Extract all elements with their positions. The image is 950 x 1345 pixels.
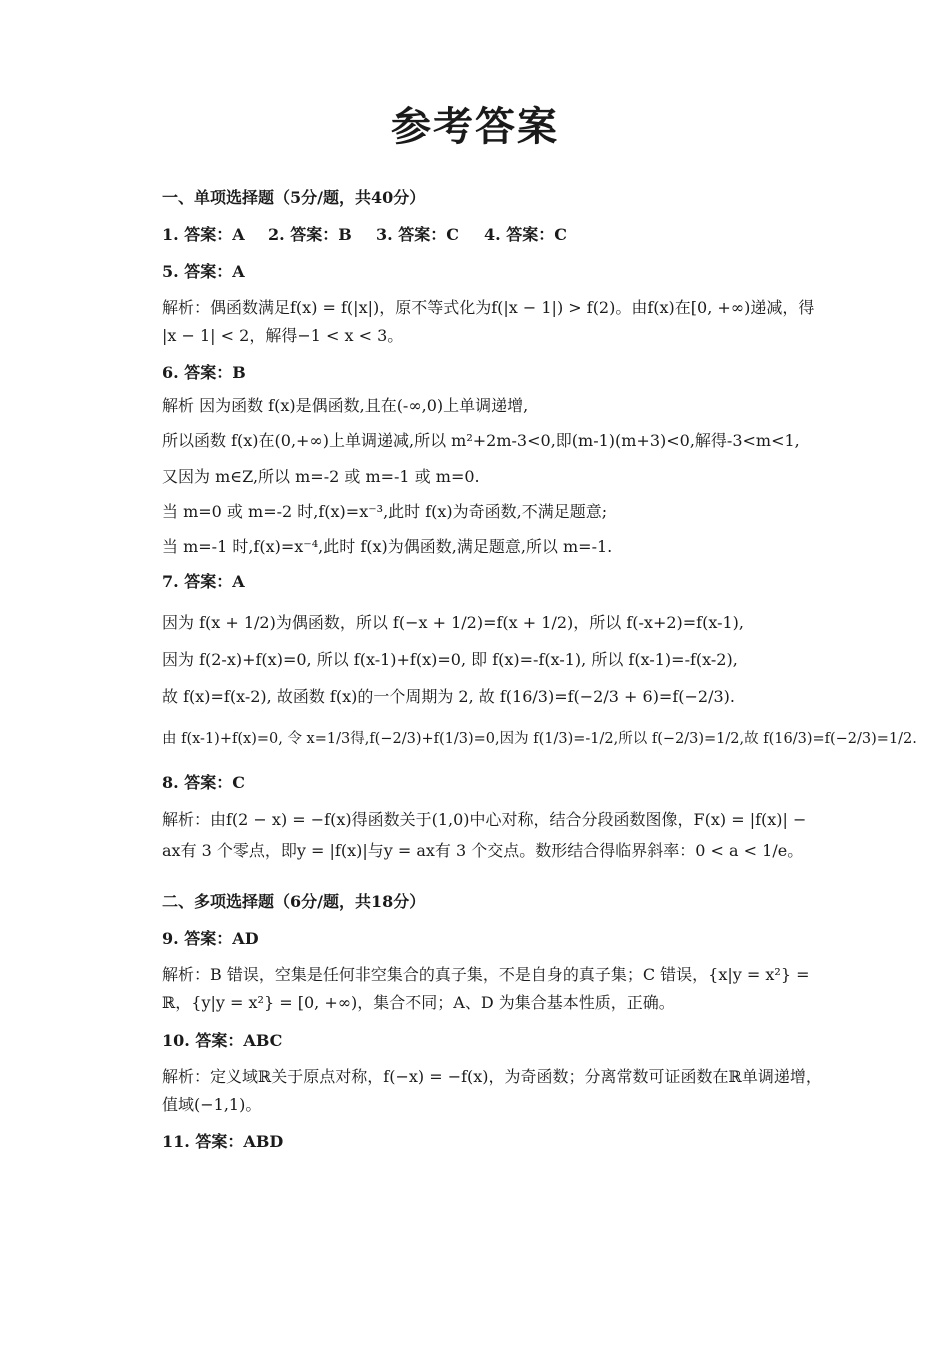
answer-q9: 9. 答案：AD (162, 929, 259, 948)
page-title: 参考答案 (391, 104, 559, 150)
analysis-q6-line: 当 m=0 或 m=-2 时,f(x)=x⁻³,此时 f(x)为奇函数,不满足题意; (162, 502, 608, 521)
analysis-q6-line: 所以函数 f(x)在(0,+∞)上单调递减,所以 m²+2m-3<0,即(m-1)(m+3)<0,解得-3<m<1, (162, 431, 800, 450)
analysis-q5-line: 解析：偶函数满足f(x) = f(|x|)，原不等式化为f(|x − 1|) > f(2)。由f(x)在[0, +∞)递减，得 (162, 298, 815, 317)
analysis-q7-line: 因为 f(2-x)+f(x)=0, 所以 f(x-1)+f(x)=0, 即 f(x)=-f(x-1), 所以 f(x-1)=-f(x-2), (162, 650, 738, 669)
analysis-q7-line: 故 f(x)=f(x-2), 故函数 f(x)的一个周期为 2, 故 f(16/3)=f(−2/3 + 6)=f(−2/3). (162, 687, 735, 706)
analysis-q7-line: 由 f(x-1)+f(x)=0, 令 x=1/3得,f(−2/3)+f(1/3)=0,因为 f(1/3)=-1/2,所以 f(−2/3)=1/2,故 f(16/3)=f(−2/3)=1/2. (162, 731, 917, 747)
analysis-q6-line: 又因为 m∈Z,所以 m=-2 或 m=-1 或 m=0. (162, 467, 480, 486)
answer-q1: 1. 答案：A (162, 225, 245, 244)
analysis-q10-line: 值域(−1,1)。 (162, 1095, 262, 1114)
answer-q8: 8. 答案：C (162, 773, 246, 792)
analysis-q8-line: ax有 3 个零点，即y = |f(x)|与y = ax有 3 个交点。数形结合得临界斜率：0 < a < 1/e。 (162, 841, 804, 860)
answer-q7: 7. 答案：A (162, 572, 245, 591)
analysis-q8-line: 解析：由f(2 − x) = −f(x)得函数关于(1,0)中心对称，结合分段函数图像，F(x) = |f(x)| − (162, 810, 807, 829)
section1-heading: 一、单项选择题（5分/题，共40分） (162, 188, 426, 207)
answer-q10: 10. 答案：ABC (162, 1031, 283, 1050)
analysis-q7-line: 因为 f(x + 1/2)为偶函数，所以 f(−x + 1/2)=f(x + 1/2)，所以 f(-x+2)=f(x-1), (162, 613, 744, 632)
analysis-q6-line: 解析 因为函数 f(x)是偶函数,且在(-∞,0)上单调递增, (162, 396, 529, 415)
section2-heading: 二、多项选择题（6分/题，共18分） (162, 892, 426, 911)
answer-q5: 5. 答案：A (162, 262, 245, 281)
answer-q11: 11. 答案：ABD (162, 1132, 284, 1151)
analysis-q9-line: ℝ，{y|y = x²} = [0, +∞)，集合不同；A、D 为集合基本性质，正确。 (162, 993, 675, 1012)
answer-q3: 3. 答案：C (376, 225, 460, 244)
answer-q4: 4. 答案：C (484, 225, 568, 244)
analysis-q9-line: 解析：B 错误，空集是任何非空集合的真子集，不是自身的真子集；C 错误，{x|y = x²} = (162, 965, 810, 984)
analysis-q5-line: |x − 1| < 2，解得−1 < x < 3。 (162, 326, 404, 345)
answer-q6: 6. 答案：B (162, 363, 246, 382)
answer-q2: 2. 答案：B (268, 225, 352, 244)
analysis-q10-line: 解析：定义域ℝ关于原点对称，f(−x) = −f(x)，为奇函数；分离常数可证函数在ℝ单调递增， (162, 1067, 822, 1086)
analysis-q6-line: 当 m=-1 时,f(x)=x⁻⁴,此时 f(x)为偶函数,满足题意,所以 m=-1. (162, 537, 613, 556)
